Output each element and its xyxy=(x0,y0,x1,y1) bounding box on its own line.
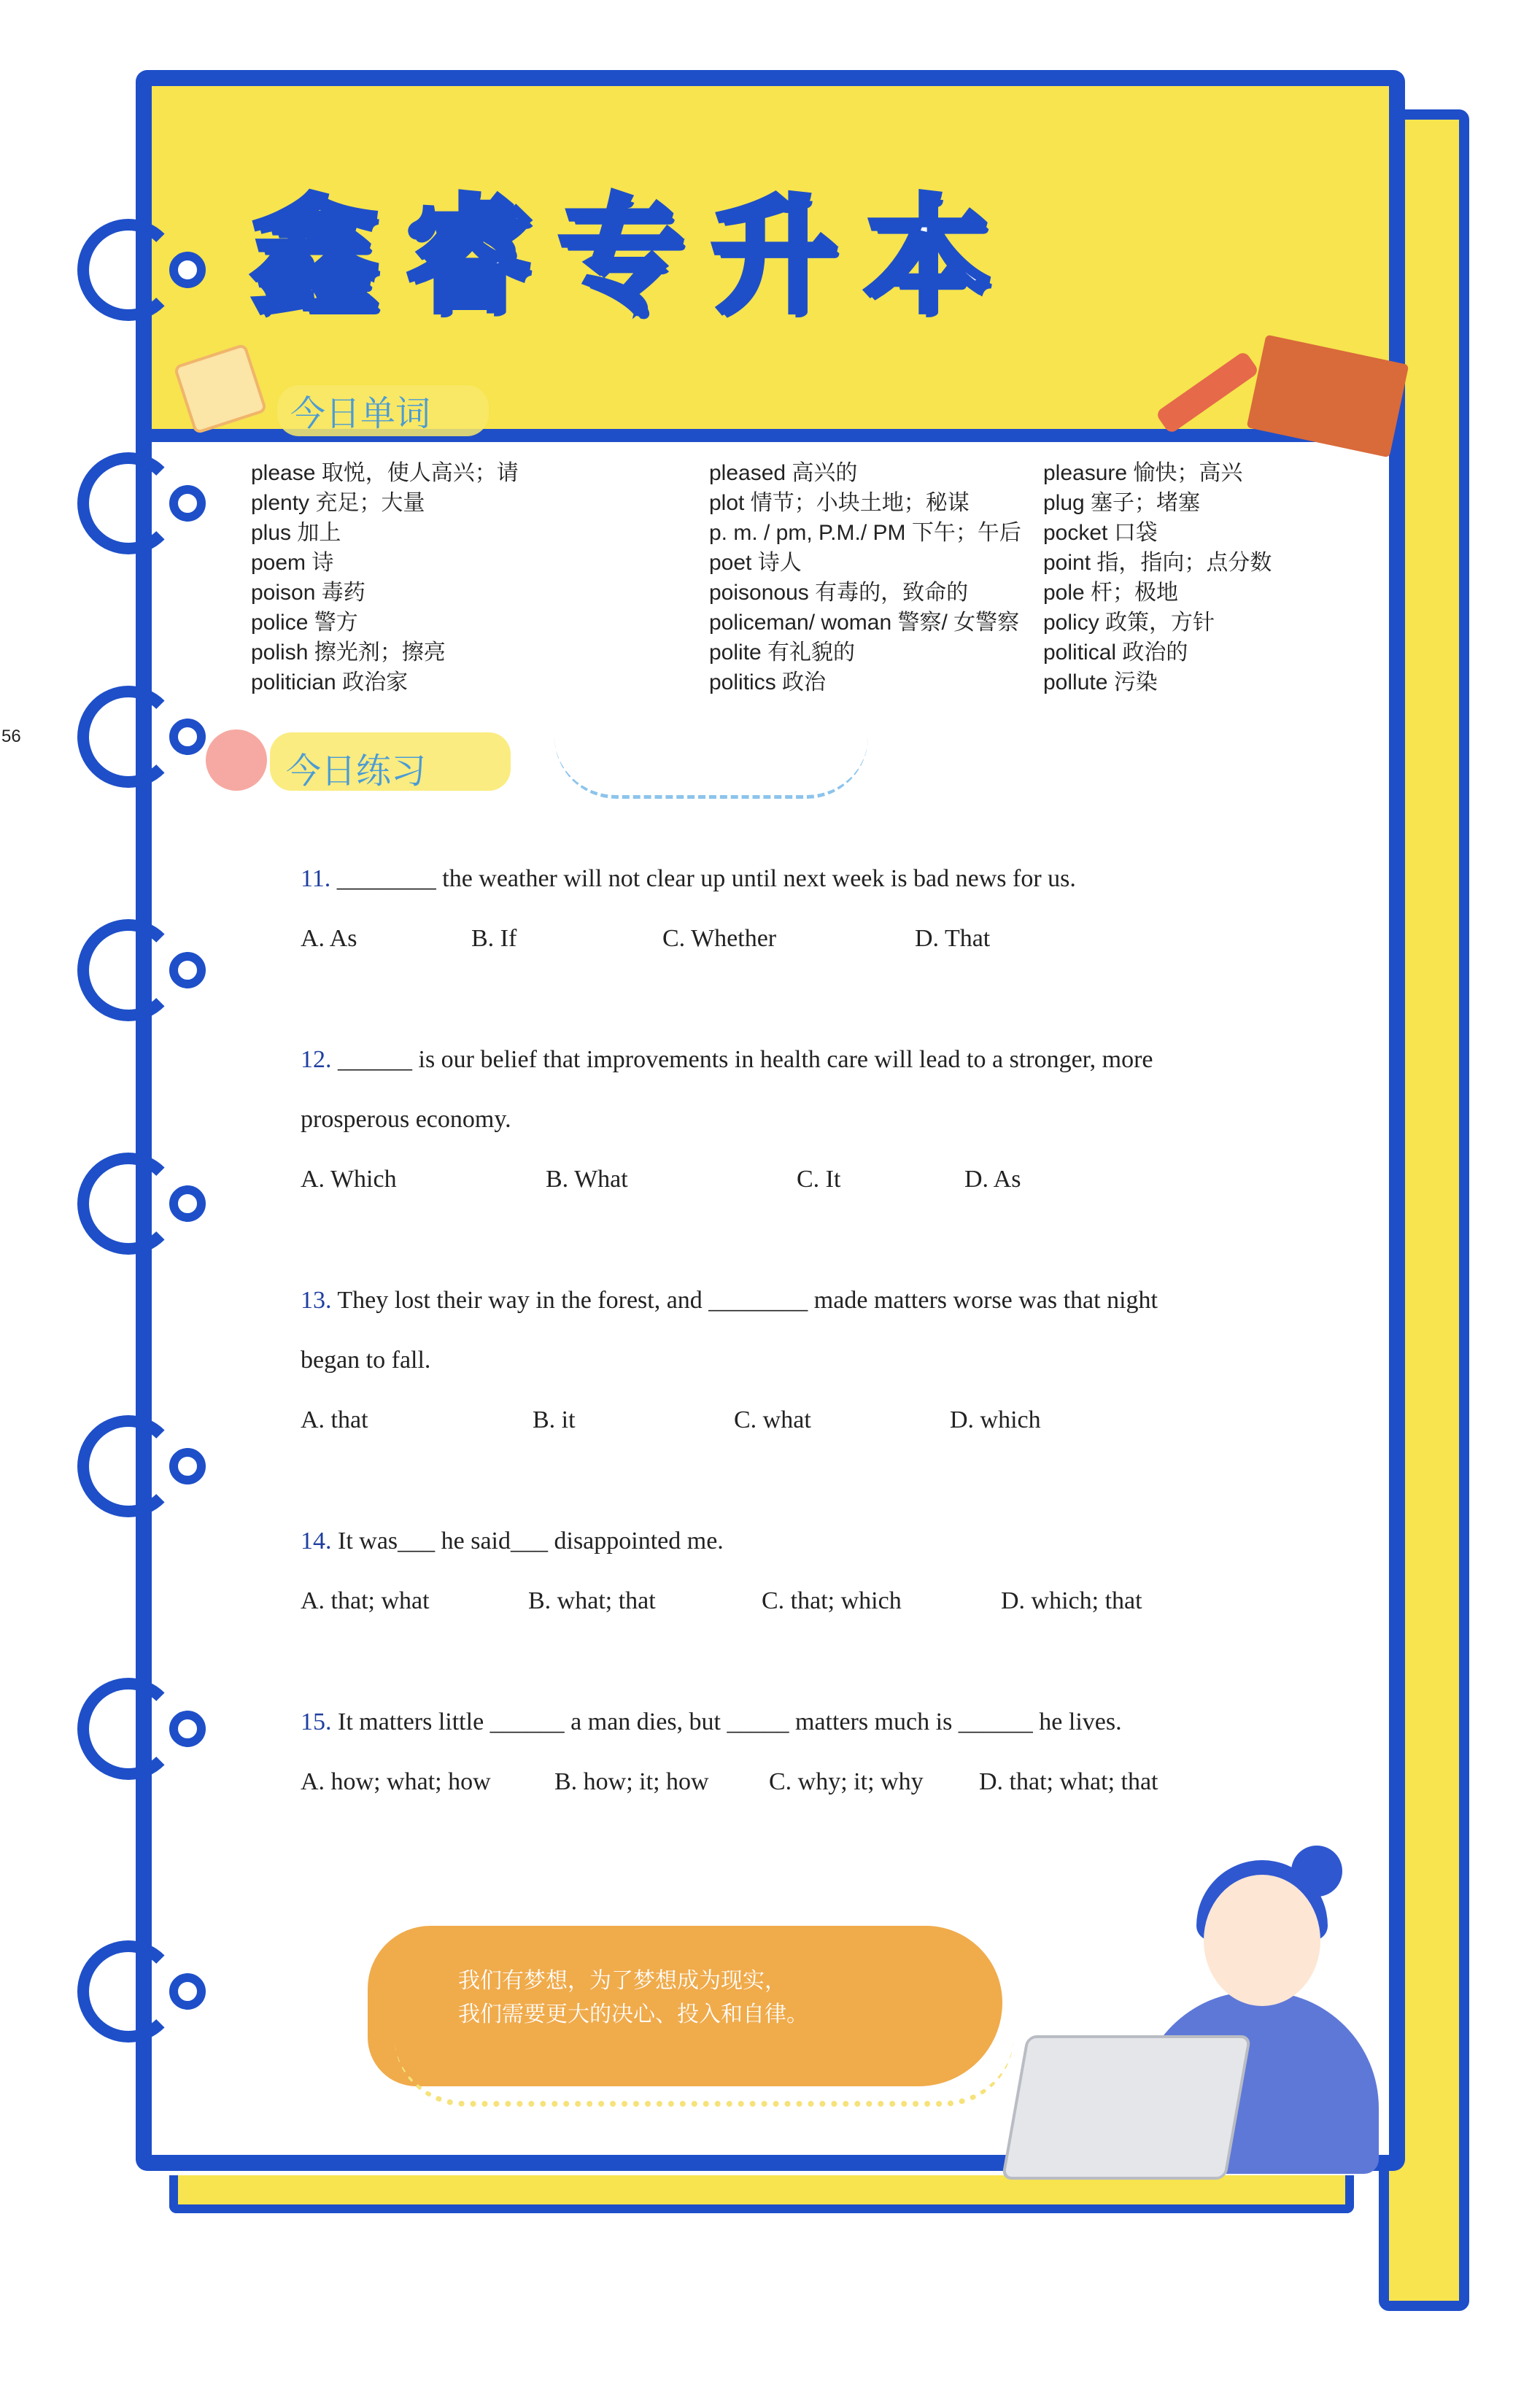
ring-icon xyxy=(77,686,179,788)
vocab-item: pleased 高兴的 xyxy=(709,461,858,485)
option-b: B. what; that xyxy=(528,1587,656,1614)
vocab-item: pleasure 愉快；高兴 xyxy=(1043,461,1243,485)
dotted-decoration xyxy=(394,2035,1014,2107)
vocab-item: point 指，指向；点分数 xyxy=(1043,551,1272,575)
option-c: C. what xyxy=(734,1406,811,1433)
ring-icon xyxy=(77,1940,179,2043)
vocab-item: please 取悦，使人高兴；请 xyxy=(251,461,519,485)
option-c: C. It xyxy=(797,1166,841,1193)
vocab-item: policeman/ woman 警察/ 女警察 xyxy=(709,611,1020,635)
ring-icon xyxy=(77,1678,179,1780)
option-d: D. that; what; that xyxy=(979,1768,1158,1795)
ring-hole-icon xyxy=(169,485,206,522)
option-a: A. how; what; how xyxy=(301,1768,491,1795)
vocab-item: p. m. / pm, P.M./ PM 下午；午后 xyxy=(709,521,1021,545)
ring-hole-icon xyxy=(169,1711,206,1747)
ring-hole-icon xyxy=(169,952,206,988)
girl-face-icon xyxy=(1204,1875,1320,2006)
ring-hole-icon xyxy=(169,1448,206,1484)
vocab-item: poet 诗人 xyxy=(709,551,802,575)
vocab-item: pole 杆；极地 xyxy=(1043,581,1179,605)
option-c: C. that; which xyxy=(762,1587,902,1614)
question-13 xyxy=(301,1287,1285,1374)
option-a: A. that; what xyxy=(301,1587,430,1614)
vocab-item: poison 毒药 xyxy=(251,581,365,605)
option-a: A. As xyxy=(301,925,357,952)
question-11 xyxy=(301,865,1285,893)
motto-line-1: 我们有梦想，为了梦想成为现实， xyxy=(458,1968,786,1994)
vocab-item: poem 诗 xyxy=(251,551,334,575)
ring-icon xyxy=(77,452,179,554)
vocab-item: politician 政治家 xyxy=(251,670,409,694)
laptop-icon xyxy=(1002,2035,1252,2180)
question-number: 11. xyxy=(301,865,331,892)
option-a: A. that xyxy=(301,1406,368,1433)
question-text: It matters little ______ a man dies, but _____ matters much is ______ he lives. xyxy=(338,1708,1122,1735)
option-b: B. how; it; how xyxy=(554,1768,709,1795)
ring-icon xyxy=(77,919,179,1021)
question-number: 14. xyxy=(301,1528,332,1555)
ring-hole-icon xyxy=(169,1973,206,2010)
vocab-item: plug 塞子；堵塞 xyxy=(1043,491,1201,515)
vocab-item: politics 政治 xyxy=(709,670,827,694)
vocab-item: poisonous 有毒的，致命的 xyxy=(709,581,969,605)
option-b: B. it xyxy=(533,1406,576,1433)
option-d: D. That xyxy=(915,925,991,952)
vocab-column-3 xyxy=(1043,458,1272,697)
vocab-item: polish 擦光剂；擦亮 xyxy=(251,640,446,665)
ring-hole-icon xyxy=(169,1185,206,1222)
question-text: They lost their way in the forest, and ________ made matters worse was that night xyxy=(337,1287,1158,1314)
question-number: 13. xyxy=(301,1287,332,1314)
vocab-item: polite 有礼貌的 xyxy=(709,640,856,665)
vocab-column-1 xyxy=(251,458,519,697)
vocab-item: pollute 污染 xyxy=(1043,670,1158,694)
vocab-item: police 警方 xyxy=(251,611,358,635)
vocab-item: political 政治的 xyxy=(1043,640,1188,665)
question-15 xyxy=(301,1708,1285,1736)
swirl-decoration xyxy=(554,737,868,799)
page-title: 鑫睿专升本 xyxy=(252,183,1018,330)
pig-icon xyxy=(206,729,267,791)
question-text-continued: prosperous economy. xyxy=(301,1106,511,1133)
ring-icon xyxy=(77,1153,179,1255)
question-text: It was___ he said___ disappointed me. xyxy=(338,1528,724,1555)
ring-icon xyxy=(77,219,179,321)
vocab-item: plus 加上 xyxy=(251,521,341,545)
option-a: A. Which xyxy=(301,1166,397,1193)
ring-hole-icon xyxy=(169,252,206,288)
bottom-page-edge xyxy=(169,2175,1354,2213)
question-number: 15. xyxy=(301,1708,332,1735)
page-number: 56 xyxy=(1,727,21,746)
ring-hole-icon xyxy=(169,719,206,755)
option-d: D. which xyxy=(950,1406,1041,1433)
question-14 xyxy=(301,1528,1285,1555)
vocab-item: policy 政策，方针 xyxy=(1043,611,1215,635)
question-text: ________ the weather will not clear up until next week is bad news for us. xyxy=(336,865,1076,892)
option-d: D. which; that xyxy=(1001,1587,1142,1614)
question-text: ______ is our belief that improvements in health care will lead to a stronger, more xyxy=(338,1046,1153,1073)
option-c: C. Whether xyxy=(662,925,777,952)
option-b: B. What xyxy=(546,1166,628,1193)
vocab-item: plot 情节；小块土地；秘谋 xyxy=(709,491,970,515)
motto-line-2: 我们需要更大的决心、投入和自律。 xyxy=(458,2002,808,2027)
vocab-item: pocket 口袋 xyxy=(1043,521,1158,545)
option-b: B. If xyxy=(471,925,517,952)
ring-icon xyxy=(77,1415,179,1517)
practice-section-label: 今日练习 xyxy=(286,751,427,791)
question-text-continued: began to fall. xyxy=(301,1347,431,1374)
vocab-section-label: 今日单词 xyxy=(290,393,431,434)
vocab-item: plenty 充足；大量 xyxy=(251,491,425,515)
vocab-column-2 xyxy=(709,458,1021,697)
option-d: D. As xyxy=(964,1166,1021,1193)
question-12 xyxy=(301,1046,1285,1133)
question-number: 12. xyxy=(301,1046,332,1073)
option-c: C. why; it; why xyxy=(769,1768,924,1795)
